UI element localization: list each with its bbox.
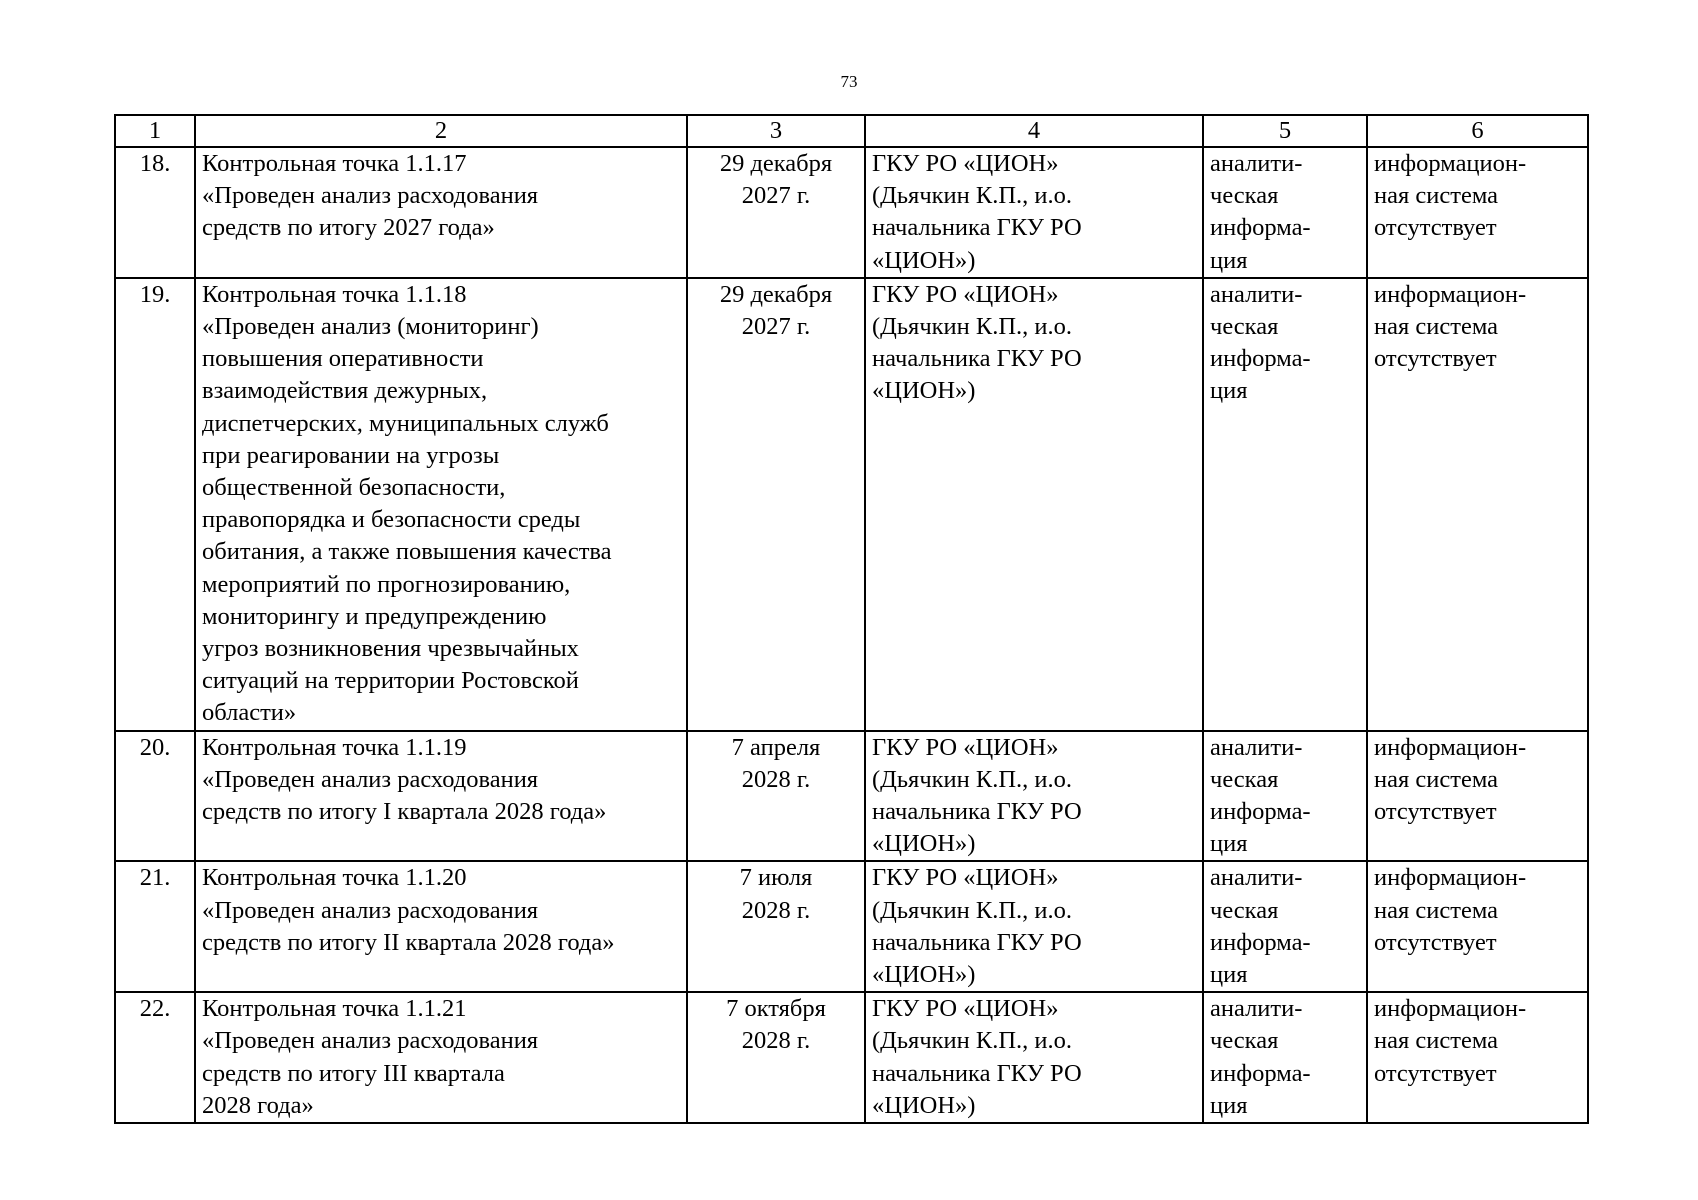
row-number-cell: 20. [115, 731, 195, 862]
document-type-line: ческая [1210, 1027, 1279, 1055]
responsible-cell [865, 861, 1203, 992]
date-line: 2028 г. [741, 896, 811, 924]
description-line: диспетчерских, муниципальных служб [202, 409, 609, 437]
description-line: средств по итогу II квартала 2028 года» [202, 928, 615, 956]
document-type-line: ческая [1210, 765, 1279, 793]
description-line: средств по итогу I квартала 2028 года» [202, 798, 607, 826]
document-type-line: аналити- [1210, 150, 1303, 177]
row-number-cell: 18. [115, 147, 195, 278]
date-line: 2027 г. [741, 313, 811, 341]
info-system-line: информацион- [1374, 280, 1527, 308]
info-system-cell [1367, 147, 1588, 278]
description-cell [195, 992, 687, 1123]
responsible-line: ГКУ РО «ЦИОН» [872, 995, 1059, 1023]
description-line: Контрольная точка 1.1.21 [202, 995, 467, 1023]
document-type-line: информа- [1210, 798, 1311, 826]
description-line: ситуаций на территории Ростовской [202, 667, 579, 695]
description-line: взаимодействия дежурных, [202, 377, 488, 405]
responsible-line: «ЦИОН») [872, 961, 976, 989]
info-system-line: информацион- [1374, 864, 1527, 892]
table-row [115, 147, 1588, 278]
column-header-6: 6 [1367, 115, 1588, 147]
document-type-line: ческая [1210, 313, 1279, 341]
document-type-line: аналити- [1210, 733, 1303, 761]
document-type-line: аналити- [1210, 280, 1303, 308]
description-cell [195, 731, 687, 862]
description-line: области» [202, 699, 297, 727]
row-number-cell: 19. [115, 278, 195, 731]
info-system-line: ная система [1374, 765, 1499, 793]
responsible-cell [865, 992, 1203, 1123]
document-type-cell [1203, 861, 1367, 992]
table-body [115, 147, 1588, 1123]
document-type-line: информа- [1210, 928, 1311, 956]
description-cell [195, 278, 687, 731]
description-line: повышения оперативности [202, 345, 484, 373]
date-cell [687, 278, 865, 731]
document-type-cell [1203, 147, 1367, 278]
description-cell [195, 861, 687, 992]
responsible-line: начальника ГКУ РО [872, 1059, 1082, 1087]
description-line: 2028 года» [202, 1091, 314, 1119]
responsible-line: «ЦИОН») [872, 1091, 976, 1119]
column-header-1: 1 [115, 115, 195, 147]
description-line: «Проведен анализ расходования [202, 1027, 539, 1055]
info-system-line: ная система [1374, 896, 1499, 924]
document-type-line: ция [1210, 830, 1248, 858]
description-line: общественной безопасности, [202, 474, 506, 502]
responsible-line: ГКУ РО «ЦИОН» [872, 150, 1059, 177]
description-line: средств по итогу III квартала [202, 1059, 505, 1087]
responsible-line: ГКУ РО «ЦИОН» [872, 280, 1059, 308]
description-cell [195, 147, 687, 278]
info-system-line: отсутствует [1374, 928, 1497, 956]
description-line: обитания, а также повышения качества [202, 538, 612, 566]
table-row [115, 731, 1588, 862]
date-cell [687, 147, 865, 278]
responsible-line: ГКУ РО «ЦИОН» [872, 864, 1059, 892]
document-type-line: информа- [1210, 214, 1311, 242]
responsible-line: начальника ГКУ РО [872, 345, 1082, 373]
document-type-line: ческая [1210, 182, 1279, 210]
responsible-line: «ЦИОН») [872, 377, 976, 405]
info-system-cell [1367, 278, 1588, 731]
document-type-line: ция [1210, 961, 1248, 989]
info-system-line: информацион- [1374, 150, 1527, 177]
info-system-cell [1367, 992, 1588, 1123]
responsible-cell [865, 731, 1203, 862]
date-line: 29 декабря [719, 150, 833, 177]
row-number-cell: 21. [115, 861, 195, 992]
responsible-line: начальника ГКУ РО [872, 214, 1082, 242]
document-type-cell [1203, 731, 1367, 862]
table-row [115, 861, 1588, 992]
column-header-4: 4 [865, 115, 1203, 147]
responsible-line: «ЦИОН») [872, 246, 976, 274]
responsible-line: (Дьячкин К.П., и.о. [872, 1027, 1073, 1055]
date-line: 29 декабря [719, 280, 833, 308]
responsible-line: (Дьячкин К.П., и.о. [872, 765, 1073, 793]
description-line: «Проведен анализ расходования [202, 765, 539, 793]
table-header-row [115, 115, 1588, 147]
info-system-line: ная система [1374, 1027, 1499, 1055]
info-system-line: отсутствует [1374, 345, 1497, 373]
date-line: 2028 г. [741, 1027, 811, 1055]
page-number: 73 [840, 72, 858, 91]
responsible-line: начальника ГКУ РО [872, 928, 1082, 956]
responsible-line: (Дьячкин К.П., и.о. [872, 896, 1073, 924]
document-type-line: информа- [1210, 1059, 1311, 1087]
date-cell [687, 731, 865, 862]
date-cell [687, 992, 865, 1123]
date-line: 7 апреля [731, 733, 821, 761]
responsible-line: (Дьячкин К.П., и.о. [872, 313, 1073, 341]
info-system-line: отсутствует [1374, 1059, 1497, 1087]
date-line: 2028 г. [741, 765, 811, 793]
info-system-cell [1367, 861, 1588, 992]
document-type-cell [1203, 278, 1367, 731]
description-line: мониторингу и предупреждению [202, 602, 547, 630]
document-type-line: ческая [1210, 896, 1279, 924]
responsible-line: (Дьячкин К.П., и.о. [872, 182, 1073, 210]
responsible-cell [865, 147, 1203, 278]
info-system-line: ная система [1374, 182, 1499, 210]
row-number-cell: 22. [115, 992, 195, 1123]
description-line: Контрольная точка 1.1.19 [202, 733, 467, 761]
description-line: средств по итогу 2027 года» [202, 214, 495, 242]
responsible-line: начальника ГКУ РО [872, 798, 1082, 826]
info-system-cell [1367, 731, 1588, 862]
info-system-line: ная система [1374, 313, 1499, 341]
description-line: Контрольная точка 1.1.18 [202, 280, 467, 308]
description-line: при реагировании на угрозы [202, 441, 500, 469]
date-line: 2027 г. [741, 182, 811, 210]
column-header-2: 2 [195, 115, 687, 147]
document-type-line: ция [1210, 246, 1248, 274]
document-type-line: информа- [1210, 345, 1311, 373]
column-header-3: 3 [687, 115, 865, 147]
date-cell [687, 861, 865, 992]
date-line: 7 июля [739, 864, 813, 892]
column-header-5: 5 [1203, 115, 1367, 147]
document-type-cell [1203, 992, 1367, 1123]
description-line: правопорядка и безопасности среды [202, 506, 581, 534]
responsible-cell [865, 278, 1203, 731]
description-line: «Проведен анализ расходования [202, 182, 539, 210]
description-line: угроз возникновения чрезвычайных [202, 635, 579, 663]
document-type-line: аналити- [1210, 995, 1303, 1023]
control-points-table [114, 114, 1589, 1124]
responsible-line: ГКУ РО «ЦИОН» [872, 733, 1059, 761]
description-line: «Проведен анализ (мониторинг) [202, 313, 539, 341]
description-line: Контрольная точка 1.1.17 [202, 150, 467, 177]
info-system-line: информацион- [1374, 995, 1527, 1023]
date-line: 7 октября [726, 995, 826, 1023]
document-type-line: ция [1210, 377, 1248, 405]
description-line: мероприятий по прогнозированию, [202, 570, 571, 598]
description-line: «Проведен анализ расходования [202, 896, 539, 924]
description-line: Контрольная точка 1.1.20 [202, 864, 467, 892]
info-system-line: отсутствует [1374, 798, 1497, 826]
document-type-line: аналити- [1210, 864, 1303, 892]
responsible-line: «ЦИОН») [872, 830, 976, 858]
table-row [115, 278, 1588, 731]
document-type-line: ция [1210, 1091, 1248, 1119]
info-system-line: отсутствует [1374, 214, 1497, 242]
info-system-line: информацион- [1374, 733, 1527, 761]
table-row [115, 992, 1588, 1123]
